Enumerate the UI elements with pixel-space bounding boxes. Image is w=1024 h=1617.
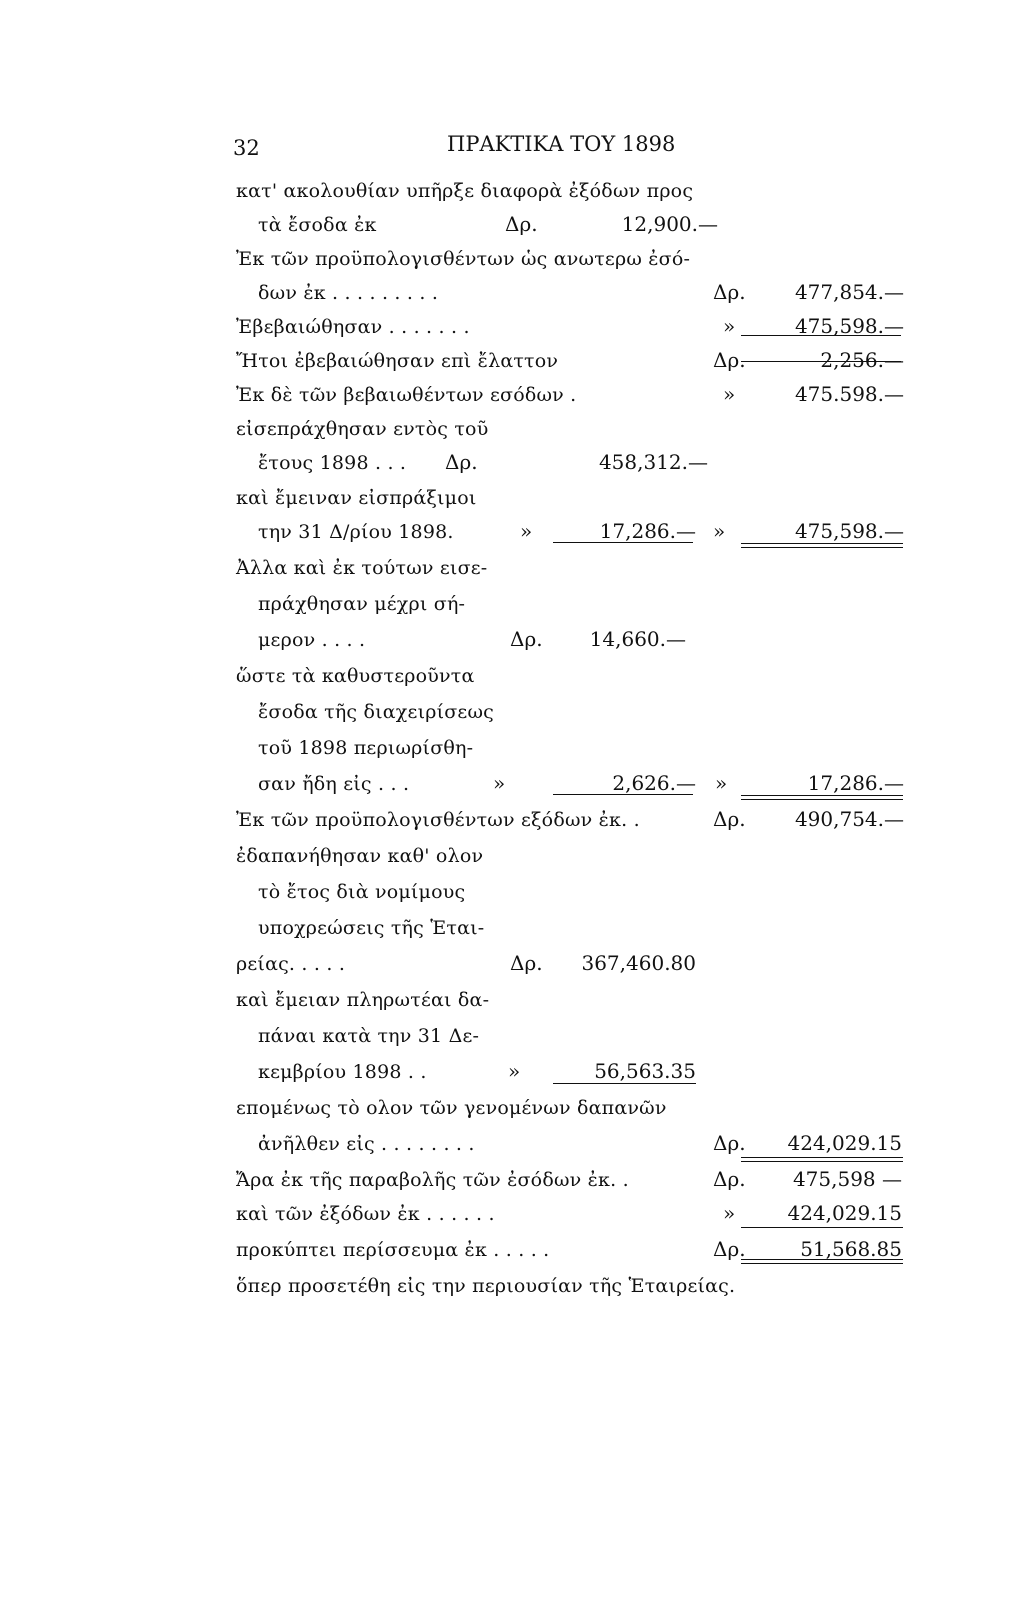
underline-rule: [741, 361, 901, 362]
text-line: Ἤτοι ἐβεβαιώθησαν επὶ ἔλαττον: [236, 350, 559, 372]
text-line: τὰ ἔσοδα ἐκ: [258, 214, 377, 236]
amount-value: 56,563.35: [594, 1059, 696, 1083]
text-line: δων ἐκ . . . . . . . . .: [258, 282, 439, 304]
text-line: ἔτους 1898 . . .: [258, 452, 407, 474]
currency-mark: »: [508, 1059, 521, 1083]
currency-mark: »: [520, 519, 533, 543]
currency-mark: Δρ.: [713, 807, 746, 831]
currency-mark: »: [715, 771, 728, 795]
double-rule: [741, 795, 903, 800]
currency-mark: »: [723, 314, 736, 338]
page-number: 32: [233, 136, 260, 160]
underline-rule: [553, 794, 693, 795]
currency-mark: Δρ.: [510, 951, 543, 975]
underline-rule: [553, 542, 693, 543]
text-line: τὸ ἔτος διὰ νομίμους: [258, 881, 466, 903]
text-line: Ἀλλα καὶ ἐκ τούτων εισε-: [236, 557, 488, 579]
double-rule: [741, 1157, 903, 1162]
amount-value: 424,029.15: [787, 1131, 902, 1155]
text-line: ἀνῆλθεν εἰς . . . . . . . .: [258, 1133, 475, 1155]
amount-value: 475,598 —: [792, 1167, 902, 1191]
text-line: καὶ ἔμειαν πληρωτέαι δα-: [236, 989, 490, 1011]
text-line: ἐδαπανήθησαν καθ' ολον: [236, 845, 484, 867]
text-line: επομένως τὸ ολον τῶν γενομένων δαπανῶν: [236, 1097, 667, 1119]
text-line: Ἄρα ἐκ τῆς παραβολῆς τῶν ἐσόδων ἐκ. .: [236, 1169, 629, 1191]
amount-value: 458,312.—: [598, 450, 708, 474]
amount-value: 477,854.—: [794, 280, 904, 304]
text-line: την 31 Δ/ρίου 1898.: [258, 521, 454, 543]
currency-mark: Δρ.: [713, 1167, 746, 1191]
text-line: σαν ἤδη εἰς . . .: [258, 773, 410, 795]
currency-mark: »: [493, 771, 506, 795]
amount-value: 17,286.—: [599, 519, 696, 543]
amount-value: 475,598.—: [794, 314, 904, 338]
amount-value: 424,029.15: [787, 1201, 902, 1225]
amount-value: 475,598.—: [794, 519, 904, 543]
double-rule: [741, 1259, 903, 1264]
text-line: ρείας. . . . .: [236, 953, 346, 975]
amount-value: 475.598.—: [794, 382, 904, 406]
amount-value: 51,568.85: [800, 1237, 902, 1261]
text-line: πράχθησαν μέχρι σή-: [258, 593, 466, 615]
text-line: Ἐκ τῶν προϋπολογισθέντων εξόδων ἐκ. .: [236, 809, 640, 831]
text-line: εἰσεπράχθησαν εντὸς τοῦ: [236, 418, 489, 440]
text-line: Ἐβεβαιώθησαν . . . . . . .: [236, 316, 470, 338]
text-line: καὶ ἔμειναν εἰσπράξιμοι: [236, 487, 477, 509]
currency-mark: Δρ.: [713, 1237, 746, 1261]
text-line: προκύπτει περίσσευμα ἐκ . . . . .: [236, 1239, 550, 1261]
currency-mark: Δρ.: [445, 450, 478, 474]
text-line: καὶ τῶν ἐξόδων ἐκ . . . . . .: [236, 1203, 495, 1225]
amount-value: 2,626.—: [612, 771, 696, 795]
text-line: ὥστε τὰ καθυστεροῦντα: [236, 665, 475, 687]
amount-value: 2,256.—: [820, 348, 904, 372]
text-line: Ἐκ τῶν προϋπολογισθέντων ὡς ανωτερω ἐσό-: [236, 248, 691, 270]
amount-value: 17,286.—: [807, 771, 904, 795]
underline-rule: [741, 1227, 903, 1228]
text-line: κατ' ακολουθίαν υπῆρξε διαφορὰ ἐξόδων προς: [236, 180, 694, 202]
amount-value: 490,754.—: [794, 807, 904, 831]
text-line: υποχρεώσεις τῆς Ἑται-: [258, 917, 485, 939]
double-rule: [741, 543, 903, 548]
text-line: τοῦ 1898 περιωρίσθη-: [258, 737, 474, 759]
text-line: ἔσοδα τῆς διαχειρίσεως: [258, 701, 494, 723]
currency-mark: Δρ.: [505, 212, 538, 236]
underline-rule: [741, 335, 901, 336]
text-line: ὅπερ προσετέθη εἰς την περιουσίαν τῆς Ἑταιρείας.: [236, 1275, 736, 1297]
currency-mark: »: [723, 382, 736, 406]
currency-mark: Δρ.: [510, 627, 543, 651]
text-line: Ἐκ δὲ τῶν βεβαιωθέντων εσόδων .: [236, 384, 577, 406]
currency-mark: Δρ.: [713, 280, 746, 304]
currency-mark: »: [723, 1201, 736, 1225]
currency-mark: Δρ.: [713, 348, 746, 372]
text-line: πάναι κατὰ την 31 Δε-: [258, 1025, 480, 1047]
running-title: ΠΡΑΚΤΙΚΑ ΤΟΥ 1898: [447, 132, 676, 156]
currency-mark: Δρ.: [713, 1131, 746, 1155]
text-line: κεμβρίου 1898 . .: [258, 1061, 427, 1083]
amount-value: 14,660.—: [589, 627, 686, 651]
text-line: μερον . . . .: [258, 629, 366, 651]
currency-mark: »: [713, 519, 726, 543]
amount-value: 12,900.—: [621, 212, 718, 236]
underline-rule: [553, 1083, 696, 1084]
amount-value: 367,460.80: [581, 951, 696, 975]
